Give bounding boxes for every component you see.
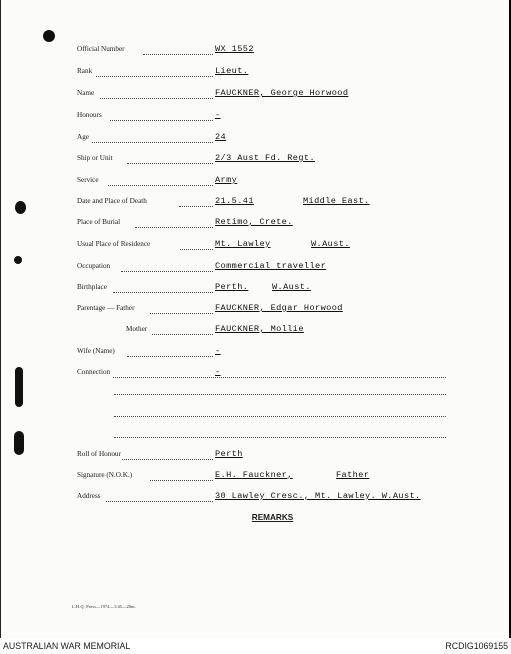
connection-blank-line [114, 415, 446, 417]
field-label: Address [77, 492, 101, 500]
field-value: Commercial traveller [215, 261, 327, 271]
field-label: Ship or Unit [77, 154, 113, 162]
field-rule [179, 205, 213, 207]
field-row-name [0, 87, 511, 103]
field-label: Mother [126, 325, 148, 333]
field-label: Connection [77, 368, 111, 376]
field-value-secondary: Father [336, 470, 370, 480]
field-label: Wife (Name) [77, 347, 115, 355]
field-rule [150, 312, 213, 314]
field-label: Occupation [77, 262, 111, 270]
field-row-birthplace [0, 281, 511, 297]
field-row-honours [0, 109, 511, 125]
field-value: Mt. Lawley [215, 239, 271, 249]
field-row-date-place-death [0, 195, 511, 211]
field-label: Name [77, 89, 95, 97]
archive-footer [0, 638, 511, 654]
field-rule [180, 248, 213, 250]
field-value: FAUCKNER, Edgar Horwood [215, 303, 343, 313]
field-label: Roll of Honour [77, 450, 121, 458]
field-label: Parentage — Father [77, 304, 135, 312]
field-value: E.H. Fauckner, [215, 470, 293, 480]
field-value: 24 [215, 132, 227, 142]
field-row-connection [0, 366, 511, 382]
field-row-wife [0, 345, 511, 361]
field-value: Perth. [215, 282, 249, 292]
field-rule [150, 479, 213, 481]
footer-institution: AUSTRALIAN WAR MEMORIAL [3, 641, 131, 651]
field-row-official-number [0, 43, 511, 59]
field-row-usual-residence [0, 238, 511, 254]
field-label: Date and Place of Death [77, 197, 147, 205]
field-value-secondary: W.Aust. [311, 239, 350, 249]
field-label: Place of Burial [77, 218, 121, 226]
field-rule [108, 184, 213, 186]
field-rule [135, 226, 213, 228]
field-row-rank [0, 65, 511, 81]
field-row-parentage-mother [0, 323, 511, 339]
field-row-signature [0, 469, 511, 485]
field-label: Service [77, 176, 99, 184]
field-rule [100, 97, 213, 99]
punch-hole-top [43, 30, 55, 42]
field-rule [127, 162, 213, 164]
connection-blank-line [114, 436, 446, 438]
field-value: FAUCKNER, George Horwood [215, 88, 349, 98]
field-label: Birthplace [77, 283, 107, 291]
field-rule [121, 270, 213, 272]
field-label: Official Number [77, 45, 125, 53]
field-rule [143, 53, 213, 55]
remarks-heading [0, 513, 511, 522]
field-label: Usual Place of Residence [77, 240, 151, 248]
field-row-address [0, 490, 511, 506]
field-value-secondary: W.Aust. [272, 282, 311, 292]
field-value-secondary: Middle East. [303, 196, 370, 206]
field-label: Age [77, 133, 89, 141]
field-rule [113, 291, 213, 293]
remarks-heading-text: REMARKS [251, 513, 294, 522]
field-row-age [0, 131, 511, 147]
printer-imprint: L.H.Q. Press—1974—1/45—20m. [72, 604, 136, 609]
field-value: - [215, 110, 221, 120]
field-label: Honours [77, 111, 102, 119]
field-value: 30 Lawley Cresc., Mt. Lawley. W.Aust. [215, 491, 421, 501]
field-value: Army [215, 175, 238, 185]
field-row-ship-or-unit [0, 152, 511, 168]
field-value: 2/3 Aust Fd. Regt. [215, 153, 316, 163]
field-rule [127, 355, 213, 357]
connection-blank-line [114, 393, 446, 395]
field-label: Rank [77, 67, 93, 75]
field-rule [122, 458, 213, 460]
field-row-occupation [0, 260, 511, 276]
field-rule [110, 119, 213, 121]
field-label: Signature (N.O.K.) [77, 471, 133, 479]
field-value: WX 1552 [215, 44, 254, 54]
field-value: Retimo, Crete. [215, 217, 293, 227]
field-row-service [0, 174, 511, 190]
field-value: Perth [215, 449, 243, 459]
field-value: FAUCKNER, Mollie [215, 324, 304, 334]
field-value: 21.5.41 [215, 196, 254, 206]
field-row-roll-of-honour [0, 448, 511, 464]
field-value: - [215, 346, 221, 356]
field-row-parentage-father [0, 302, 511, 318]
field-rule [152, 333, 213, 335]
field-rule [96, 75, 213, 77]
field-rule [92, 141, 213, 143]
field-value: - [215, 367, 221, 377]
field-rule [113, 376, 446, 378]
field-value: Lieut. [215, 66, 249, 76]
field-row-place-of-burial [0, 216, 511, 232]
field-rule [106, 500, 213, 502]
footer-record-id: RCDIG1069155 [445, 641, 508, 651]
